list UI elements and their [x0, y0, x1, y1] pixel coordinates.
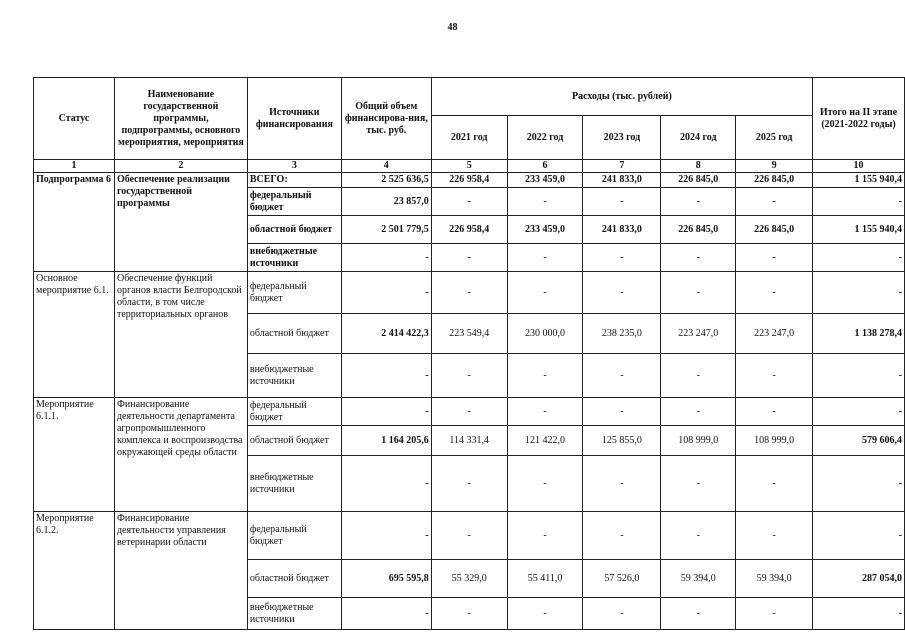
header-year: 2022 год: [507, 116, 583, 160]
year-value-cell: -: [431, 272, 507, 314]
total-cell: -: [341, 512, 431, 560]
year-value-cell: 223 247,0: [736, 314, 813, 354]
source-cell: областной бюджет: [247, 560, 341, 598]
year-value-cell: 55 411,0: [507, 560, 583, 598]
year-value-cell: 233 459,0: [507, 173, 583, 188]
itogo-cell: -: [813, 598, 905, 630]
year-value-cell: -: [583, 598, 661, 630]
source-cell: областной бюджет: [247, 314, 341, 354]
status-cell: Основное мероприятие 6.1.: [34, 272, 115, 398]
itogo-cell: 1 155 940,4: [813, 173, 905, 188]
year-value-cell: 226 845,0: [736, 216, 813, 244]
header-itogo: Итого на II этапе (2021-2022 годы): [813, 78, 905, 160]
program-name-cell: Обеспечение функций органов власти Белгородской области, в том числе территориальных органов: [114, 272, 247, 398]
year-value-cell: -: [736, 512, 813, 560]
program-name-cell: Финансирование деятельности управления ветеринарии области: [114, 512, 247, 630]
itogo-cell: -: [813, 188, 905, 216]
itogo-cell: -: [813, 512, 905, 560]
year-value-cell: -: [661, 598, 736, 630]
year-value-cell: -: [661, 272, 736, 314]
year-value-cell: 241 833,0: [583, 173, 661, 188]
total-cell: 695 595,8: [341, 560, 431, 598]
itogo-cell: -: [813, 398, 905, 426]
year-value-cell: 223 247,0: [661, 314, 736, 354]
table-row: [34, 512, 905, 560]
year-value-cell: -: [736, 598, 813, 630]
table-row: [34, 272, 905, 314]
year-value-cell: 226 958,4: [431, 173, 507, 188]
header-year: 2024 год: [661, 116, 736, 160]
year-value-cell: -: [736, 354, 813, 398]
column-number: 8: [661, 160, 736, 173]
total-cell: 2 525 636,5: [341, 173, 431, 188]
year-value-cell: -: [736, 456, 813, 512]
total-cell: 2 501 779,5: [341, 216, 431, 244]
header-year: 2025 год: [736, 116, 813, 160]
column-number: 10: [813, 160, 905, 173]
source-cell: областной бюджет: [247, 216, 341, 244]
itogo-cell: -: [813, 244, 905, 272]
year-value-cell: -: [431, 244, 507, 272]
source-cell: внебюджетные источники: [247, 354, 341, 398]
total-cell: -: [341, 244, 431, 272]
column-number: 2: [114, 160, 247, 173]
table-body: [34, 173, 905, 630]
column-number: 7: [583, 160, 661, 173]
year-value-cell: 108 999,0: [736, 426, 813, 456]
year-value-cell: 223 549,4: [431, 314, 507, 354]
year-value-cell: -: [507, 512, 583, 560]
header-year: 2023 год: [583, 116, 661, 160]
page-number: 48: [447, 22, 458, 33]
year-value-cell: -: [507, 398, 583, 426]
year-value-cell: -: [507, 272, 583, 314]
year-value-cell: -: [736, 398, 813, 426]
year-value-cell: 226 845,0: [661, 216, 736, 244]
year-value-cell: 59 394,0: [736, 560, 813, 598]
header-expenses: Расходы (тыс. рублей): [431, 78, 812, 116]
source-cell: ВСЕГО:: [247, 173, 341, 188]
year-value-cell: -: [661, 456, 736, 512]
header-source: Источники финансирования: [247, 78, 341, 160]
year-value-cell: 226 845,0: [736, 173, 813, 188]
year-value-cell: -: [431, 598, 507, 630]
column-number: 1: [34, 160, 115, 173]
itogo-cell: 1 138 278,4: [813, 314, 905, 354]
year-value-cell: 57 526,0: [583, 560, 661, 598]
itogo-cell: 1 155 940,4: [813, 216, 905, 244]
itogo-cell: 579 606,4: [813, 426, 905, 456]
itogo-cell: -: [813, 456, 905, 512]
year-value-cell: -: [736, 188, 813, 216]
year-value-cell: 226 845,0: [661, 173, 736, 188]
year-value-cell: -: [583, 512, 661, 560]
year-value-cell: -: [661, 354, 736, 398]
column-number: 3: [247, 160, 341, 173]
year-value-cell: 125 855,0: [583, 426, 661, 456]
table-header: [34, 78, 905, 173]
program-name-cell: Финансирование деятельности департамента агропромышленного комплекса и воспроизводства окружающей среды области: [114, 398, 247, 512]
total-cell: -: [341, 456, 431, 512]
year-value-cell: -: [507, 456, 583, 512]
column-number: 5: [431, 160, 507, 173]
total-cell: 2 414 422,3: [341, 314, 431, 354]
budget-table: [33, 77, 905, 630]
header-year: 2021 год: [431, 116, 507, 160]
year-value-cell: -: [431, 188, 507, 216]
status-cell: Мероприятие 6.1.2.: [34, 512, 115, 630]
source-cell: внебюджетные источники: [247, 244, 341, 272]
column-number-row: [34, 160, 905, 173]
total-cell: 1 164 205,6: [341, 426, 431, 456]
total-cell: -: [341, 354, 431, 398]
year-value-cell: -: [583, 456, 661, 512]
year-value-cell: -: [661, 188, 736, 216]
year-value-cell: -: [583, 354, 661, 398]
table-row: [34, 173, 905, 188]
year-value-cell: -: [431, 398, 507, 426]
year-value-cell: 55 329,0: [431, 560, 507, 598]
source-cell: федеральный бюджет: [247, 512, 341, 560]
year-value-cell: -: [736, 244, 813, 272]
source-cell: областной бюджет: [247, 426, 341, 456]
status-cell: Подпрограмма 6: [34, 173, 115, 272]
year-value-cell: 114 331,4: [431, 426, 507, 456]
source-cell: федеральный бюджет: [247, 272, 341, 314]
year-value-cell: 226 958,4: [431, 216, 507, 244]
year-value-cell: -: [507, 598, 583, 630]
year-value-cell: -: [507, 354, 583, 398]
year-value-cell: 121 422,0: [507, 426, 583, 456]
total-cell: -: [341, 398, 431, 426]
total-cell: 23 857,0: [341, 188, 431, 216]
year-value-cell: -: [736, 272, 813, 314]
year-value-cell: -: [431, 512, 507, 560]
source-cell: внебюджетные источники: [247, 598, 341, 630]
year-value-cell: -: [431, 456, 507, 512]
table-row: [34, 398, 905, 426]
itogo-cell: -: [813, 272, 905, 314]
source-cell: внебюджетные источники: [247, 456, 341, 512]
year-value-cell: 241 833,0: [583, 216, 661, 244]
year-value-cell: -: [661, 398, 736, 426]
year-value-cell: 233 459,0: [507, 216, 583, 244]
year-value-cell: 238 235,0: [583, 314, 661, 354]
year-value-cell: -: [431, 354, 507, 398]
year-value-cell: 108 999,0: [661, 426, 736, 456]
year-value-cell: 230 000,0: [507, 314, 583, 354]
year-value-cell: -: [583, 188, 661, 216]
column-number: 9: [736, 160, 813, 173]
program-name-cell: Обеспечение реализации государственной программы: [114, 173, 247, 272]
header-name: Наименование государственной программы, подпрограммы, основного мероприятия, мероприятия: [114, 78, 247, 160]
year-value-cell: -: [661, 244, 736, 272]
itogo-cell: 287 054,0: [813, 560, 905, 598]
column-number: 6: [507, 160, 583, 173]
total-cell: -: [341, 598, 431, 630]
year-value-cell: -: [583, 244, 661, 272]
year-value-cell: -: [507, 188, 583, 216]
source-cell: федеральный бюджет: [247, 188, 341, 216]
total-cell: -: [341, 272, 431, 314]
header-total: Общий объем финансирова-ния, тыс. руб.: [341, 78, 431, 160]
year-value-cell: -: [507, 244, 583, 272]
itogo-cell: -: [813, 354, 905, 398]
header-status: Статус: [34, 78, 115, 160]
year-value-cell: 59 394,0: [661, 560, 736, 598]
source-cell: федеральный бюджет: [247, 398, 341, 426]
status-cell: Мероприятие 6.1.1.: [34, 398, 115, 512]
year-value-cell: -: [583, 398, 661, 426]
year-value-cell: -: [661, 512, 736, 560]
year-value-cell: -: [583, 272, 661, 314]
column-number: 4: [341, 160, 431, 173]
